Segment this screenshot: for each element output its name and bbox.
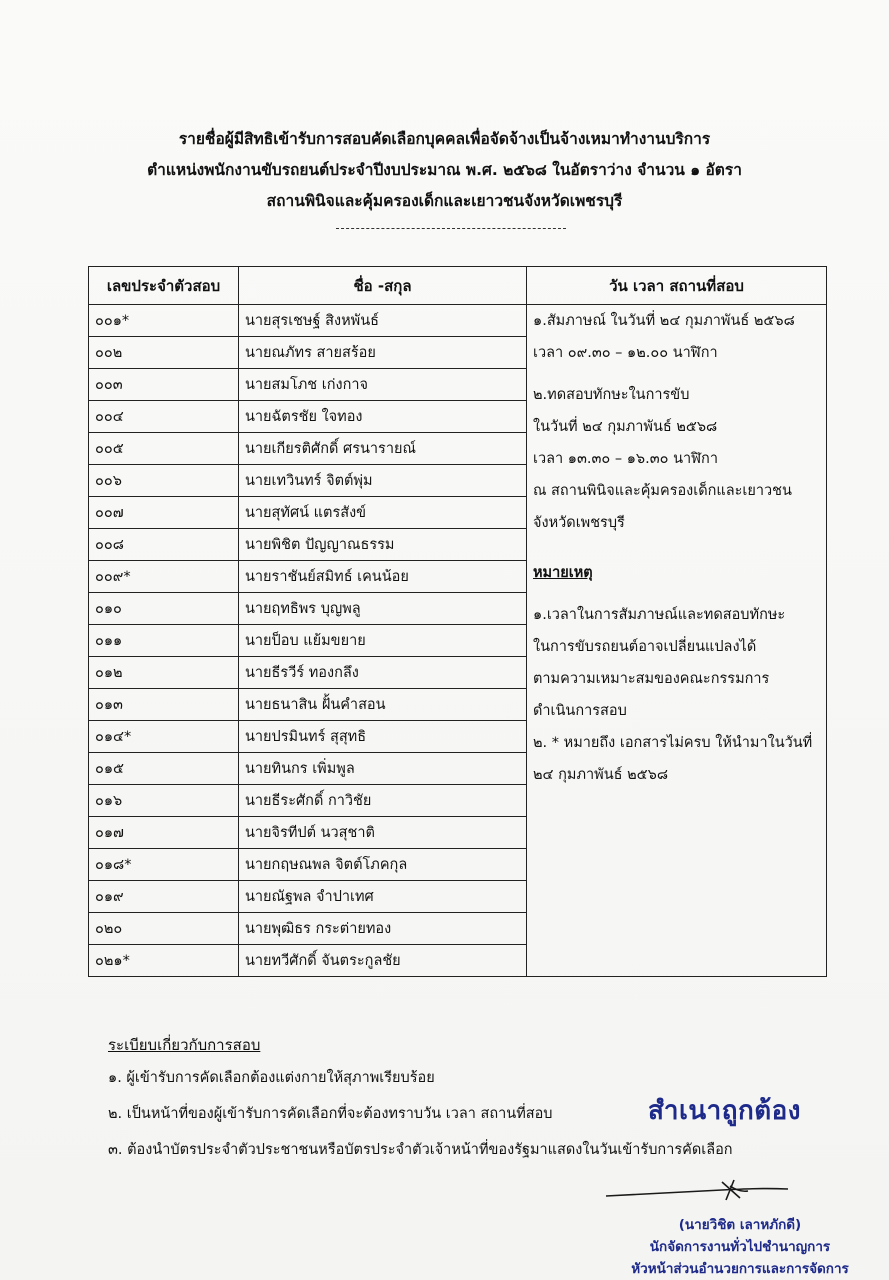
header-line-2: ตำแหน่งพนักงานขับรถยนต์ประจำปีงบประมาณ พ.ศ. ๒๕๖๘ ในอัตราว่าง จำนวน ๑ อัตรา [147,161,742,179]
schedule-location: ณ สถานพินิจและคุ้มครองเด็กและเยาวชน [533,483,792,499]
exam-id: ๐๐๑* [89,305,239,337]
header-divider [336,228,566,229]
candidate-name: นายณัฐพล จำปาเทศ [239,881,527,913]
header-full-name: ชื่อ -สกุล [239,267,527,305]
rule-1: ๑. ผู้เข้ารับการคัดเลือกต้องแต่งกายให้สุภาพเรียบร้อย [108,1070,435,1086]
exam-id: ๐๐๒ [89,337,239,369]
exam-id: ๐๑๓ [89,689,239,721]
rule-3: ๓. ต้องนำบัตรประจำตัวประชาชนหรือบัตรประจำตัวเจ้าหน้าที่ของรัฐมาแสดงในวันเข้ารับการคัดเลือก [108,1142,733,1158]
exam-id: ๐๐๘ [89,529,239,561]
candidate-name: นายทวีศักดิ์ จันตระกูลชัย [239,945,527,977]
exam-id: ๐๐๗ [89,497,239,529]
exam-id: ๐๑๘* [89,849,239,881]
candidate-name: นายฤทธิพร บุญพลู [239,593,527,625]
schedule-interview-time: เวลา ๐๙.๓๐ – ๑๒.๐๐ นาฬิกา [533,345,718,361]
note-1-line-2: ในการขับรถยนต์อาจเปลี่ยนแปลงได้ [533,639,757,655]
exam-id: ๐๒๑* [89,945,239,977]
exam-id: ๐๑๐ [89,593,239,625]
candidate-table [88,266,827,977]
candidate-name: นายกฤษณพล จิตต์โภคกุล [239,849,527,881]
candidate-name: นายทินกร เพิ่มพูล [239,753,527,785]
candidate-name: นายฉัตรชัย ใจทอง [239,401,527,433]
note-1-line-3: ตามความเหมาะสมของคณะกรรมการ [533,671,770,687]
exam-id: ๐๑๕ [89,753,239,785]
candidate-name: นายพิชิต ปัญญาณธรรม [239,529,527,561]
candidate-name: นายธีระศักดิ์ กาวิชัย [239,785,527,817]
exam-id: ๐๑๙ [89,881,239,913]
signer-position-2: หัวหน้าส่วนอำนวยการและการจัดการ [631,1261,849,1277]
candidate-name: นายธีรวีร์ ทองกลึง [239,657,527,689]
rule-2: ๒. เป็นหน้าที่ของผู้เข้ารับการคัดเลือกที่จะต้องทราบวัน เวลา สถานที่สอบ [108,1106,553,1122]
exam-id: ๐๑๑ [89,625,239,657]
table-header-row [89,267,827,305]
header-line-3: สถานพินิจและคุ้มครองเด็กและเยาวชนจังหวัดเพชรบุรี [266,192,623,210]
candidate-name: นายเทวินทร์ จิตต์พุ่ม [239,465,527,497]
header-exam-id: เลขประจำตัวสอบ [89,267,239,305]
candidate-name: นายจิรทีปต์ นวสุชาติ [239,817,527,849]
exam-id: ๐๑๖ [89,785,239,817]
exam-id: ๐๐๕ [89,433,239,465]
candidate-name: นายป็อบ แย้มขยาย [239,625,527,657]
schedule-cell [527,305,827,977]
candidate-name: นายณภัทร สายสร้อย [239,337,527,369]
candidate-name: นายธนาสิน ฝั้นคำสอน [239,689,527,721]
header-line-1: รายชื่อผู้มีสิทธิเข้ารับการสอบคัดเลือกบุคคลเพื่อจัดจ้างเป็นจ้างเหมาทำงานบริการ [178,130,711,148]
exam-id: ๐๑๒ [89,657,239,689]
exam-id: ๐๐๖ [89,465,239,497]
schedule-driving-date: ในวันที่ ๒๔ กุมภาพันธ์ ๒๕๖๘ [533,419,718,435]
note-1-line-1: ๑.เวลาในการสัมภาษณ์และทดสอบทักษะ [533,607,786,623]
signer-position-1: นักจัดการงานทั่วไปชำนาญการ [649,1239,831,1255]
exam-id: ๐๐๔ [89,401,239,433]
candidate-name: นายพุฒิธร กระต่ายทอง [239,913,527,945]
note-2-line-2: ๒๔ กุมภาพันธ์ ๒๕๖๘ [533,767,669,783]
exam-id: ๐๐๙* [89,561,239,593]
candidate-name: นายสุรเชษฐ์ สิงหพันธ์ [239,305,527,337]
signer-name: (นายวิชิต เลาหภักดี) [678,1217,802,1233]
candidate-name: นายสมโภช เก่งกาจ [239,369,527,401]
signature-icon [602,1172,792,1212]
exam-id: ๐๐๓ [89,369,239,401]
table-row [89,305,827,337]
document-header [0,124,889,217]
candidate-name: นายราชันย์สมิทธ์ เคนน้อย [239,561,527,593]
header-schedule: วัน เวลา สถานที่สอบ [527,267,827,305]
rules-title: ระเบียบเกี่ยวกับการสอบ [108,1036,261,1054]
exam-id: ๐๑๔* [89,721,239,753]
note-2-line-1: ๒. * หมายถึง เอกสารไม่ครบ ให้นำมาในวันที่ [533,735,813,751]
note-1-line-4: ดำเนินการสอบ [533,703,627,719]
signer-block [600,1214,880,1280]
candidate-name: นายเกียรติศักดิ์ ศรนารายณ์ [239,433,527,465]
candidate-name: นายปรมินทร์ สุสุทธิ [239,721,527,753]
exam-id: ๐๑๗ [89,817,239,849]
schedule-interview-date: ๑.สัมภาษณ์ ในวันที่ ๒๔ กุมภาพันธ์ ๒๕๖๘ [533,313,795,329]
candidate-name: นายสุทัศน์ แตรสังข์ [239,497,527,529]
schedule-driving-test: ๒.ทดสอบทักษะในการขับ [533,387,690,403]
exam-id: ๐๒๐ [89,913,239,945]
schedule-driving-time: เวลา ๑๓.๓๐ – ๑๖.๓๐ นาฬิกา [533,451,718,467]
note-title: หมายเหตุ [533,565,593,581]
certified-copy-stamp: สำเนาถูกต้อง [648,1096,801,1126]
schedule-province: จังหวัดเพชรบุรี [533,515,625,531]
